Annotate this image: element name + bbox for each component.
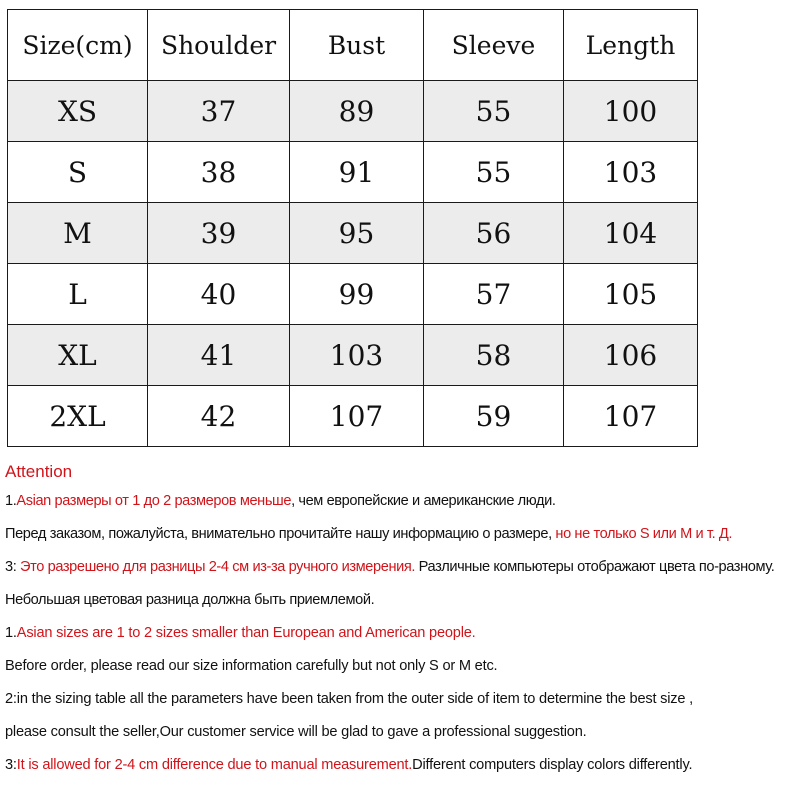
note-ru-2 [5,518,800,551]
table-row [8,386,698,447]
cell-size: XS [8,81,148,142]
note-text: Different computers display colors differently. [412,757,693,773]
cell-length: 103 [564,142,698,203]
note-ru-1 [5,485,800,518]
table-row [8,203,698,264]
cell-length: 106 [564,325,698,386]
cell-bust: 103 [290,325,424,386]
cell-length: 104 [564,203,698,264]
table-row [8,264,698,325]
note-highlight: It is allowed for 2-4 cm difference due to manual measurement. [16,757,413,773]
attention-heading: Attention [5,462,73,481]
cell-sleeve: 55 [424,81,564,142]
cell-shoulder: 42 [148,386,290,447]
note-highlight: но не только S или M и т. Д. [555,526,733,542]
note-prefix: 1. [5,493,17,509]
table-row [8,81,698,142]
cell-shoulder: 40 [148,264,290,325]
note-en-1 [5,617,800,650]
note-text: , чем европейские и американские люди. [291,493,556,509]
note-ru-4: Небольшая цветовая разница должна быть приемлемой. [5,592,375,608]
note-highlight: Это разрешено для разницы 2-4 см из-за ручного измерения. [20,559,416,575]
cell-sleeve: 58 [424,325,564,386]
cell-bust: 107 [290,386,424,447]
note-highlight: Asian sizes are 1 to 2 sizes smaller than European and American people. [16,625,476,641]
note-en-2: Before order, please read our size information carefully but not only S or M etc. [5,658,498,674]
cell-size: 2XL [8,386,148,447]
table-header-row [8,10,698,81]
cell-shoulder: 38 [148,142,290,203]
size-chart-table [7,9,698,447]
note-text: Различные компьютеры отображают цвета по-разному. [415,559,775,575]
cell-bust: 99 [290,264,424,325]
note-en-4: please consult the seller,Our customer service will be glad to gave a professional suggestion. [5,724,587,740]
size-notes [5,459,800,782]
cell-size: M [8,203,148,264]
note-text: Перед заказом, пожалуйста, внимательно прочитайте нашу информацию о размере, [5,526,556,542]
cell-sleeve: 55 [424,142,564,203]
cell-length: 105 [564,264,698,325]
note-ru-3 [5,551,800,584]
cell-length: 100 [564,81,698,142]
table-row [8,325,698,386]
cell-sleeve: 59 [424,386,564,447]
note-prefix: 3: [5,559,21,575]
cell-sleeve: 56 [424,203,564,264]
note-prefix: 1. [5,625,17,641]
cell-shoulder: 37 [148,81,290,142]
note-en-3: 2:in the sizing table all the parameters have been taken from the outer side of item to determine the best size , [5,691,694,707]
header-sleeve: Sleeve [424,10,564,81]
header-shoulder: Shoulder [148,10,290,81]
header-size: Size(cm) [8,10,148,81]
cell-size: XL [8,325,148,386]
cell-bust: 95 [290,203,424,264]
cell-bust: 89 [290,81,424,142]
note-en-5 [5,749,800,782]
header-length: Length [564,10,698,81]
table-row [8,142,698,203]
cell-shoulder: 39 [148,203,290,264]
header-bust: Bust [290,10,424,81]
cell-length: 107 [564,386,698,447]
note-prefix: 3: [5,757,17,773]
cell-sleeve: 57 [424,264,564,325]
cell-size: S [8,142,148,203]
cell-bust: 91 [290,142,424,203]
note-highlight: Asian размеры от 1 до 2 размеров меньше [16,493,292,509]
cell-size: L [8,264,148,325]
cell-shoulder: 41 [148,325,290,386]
